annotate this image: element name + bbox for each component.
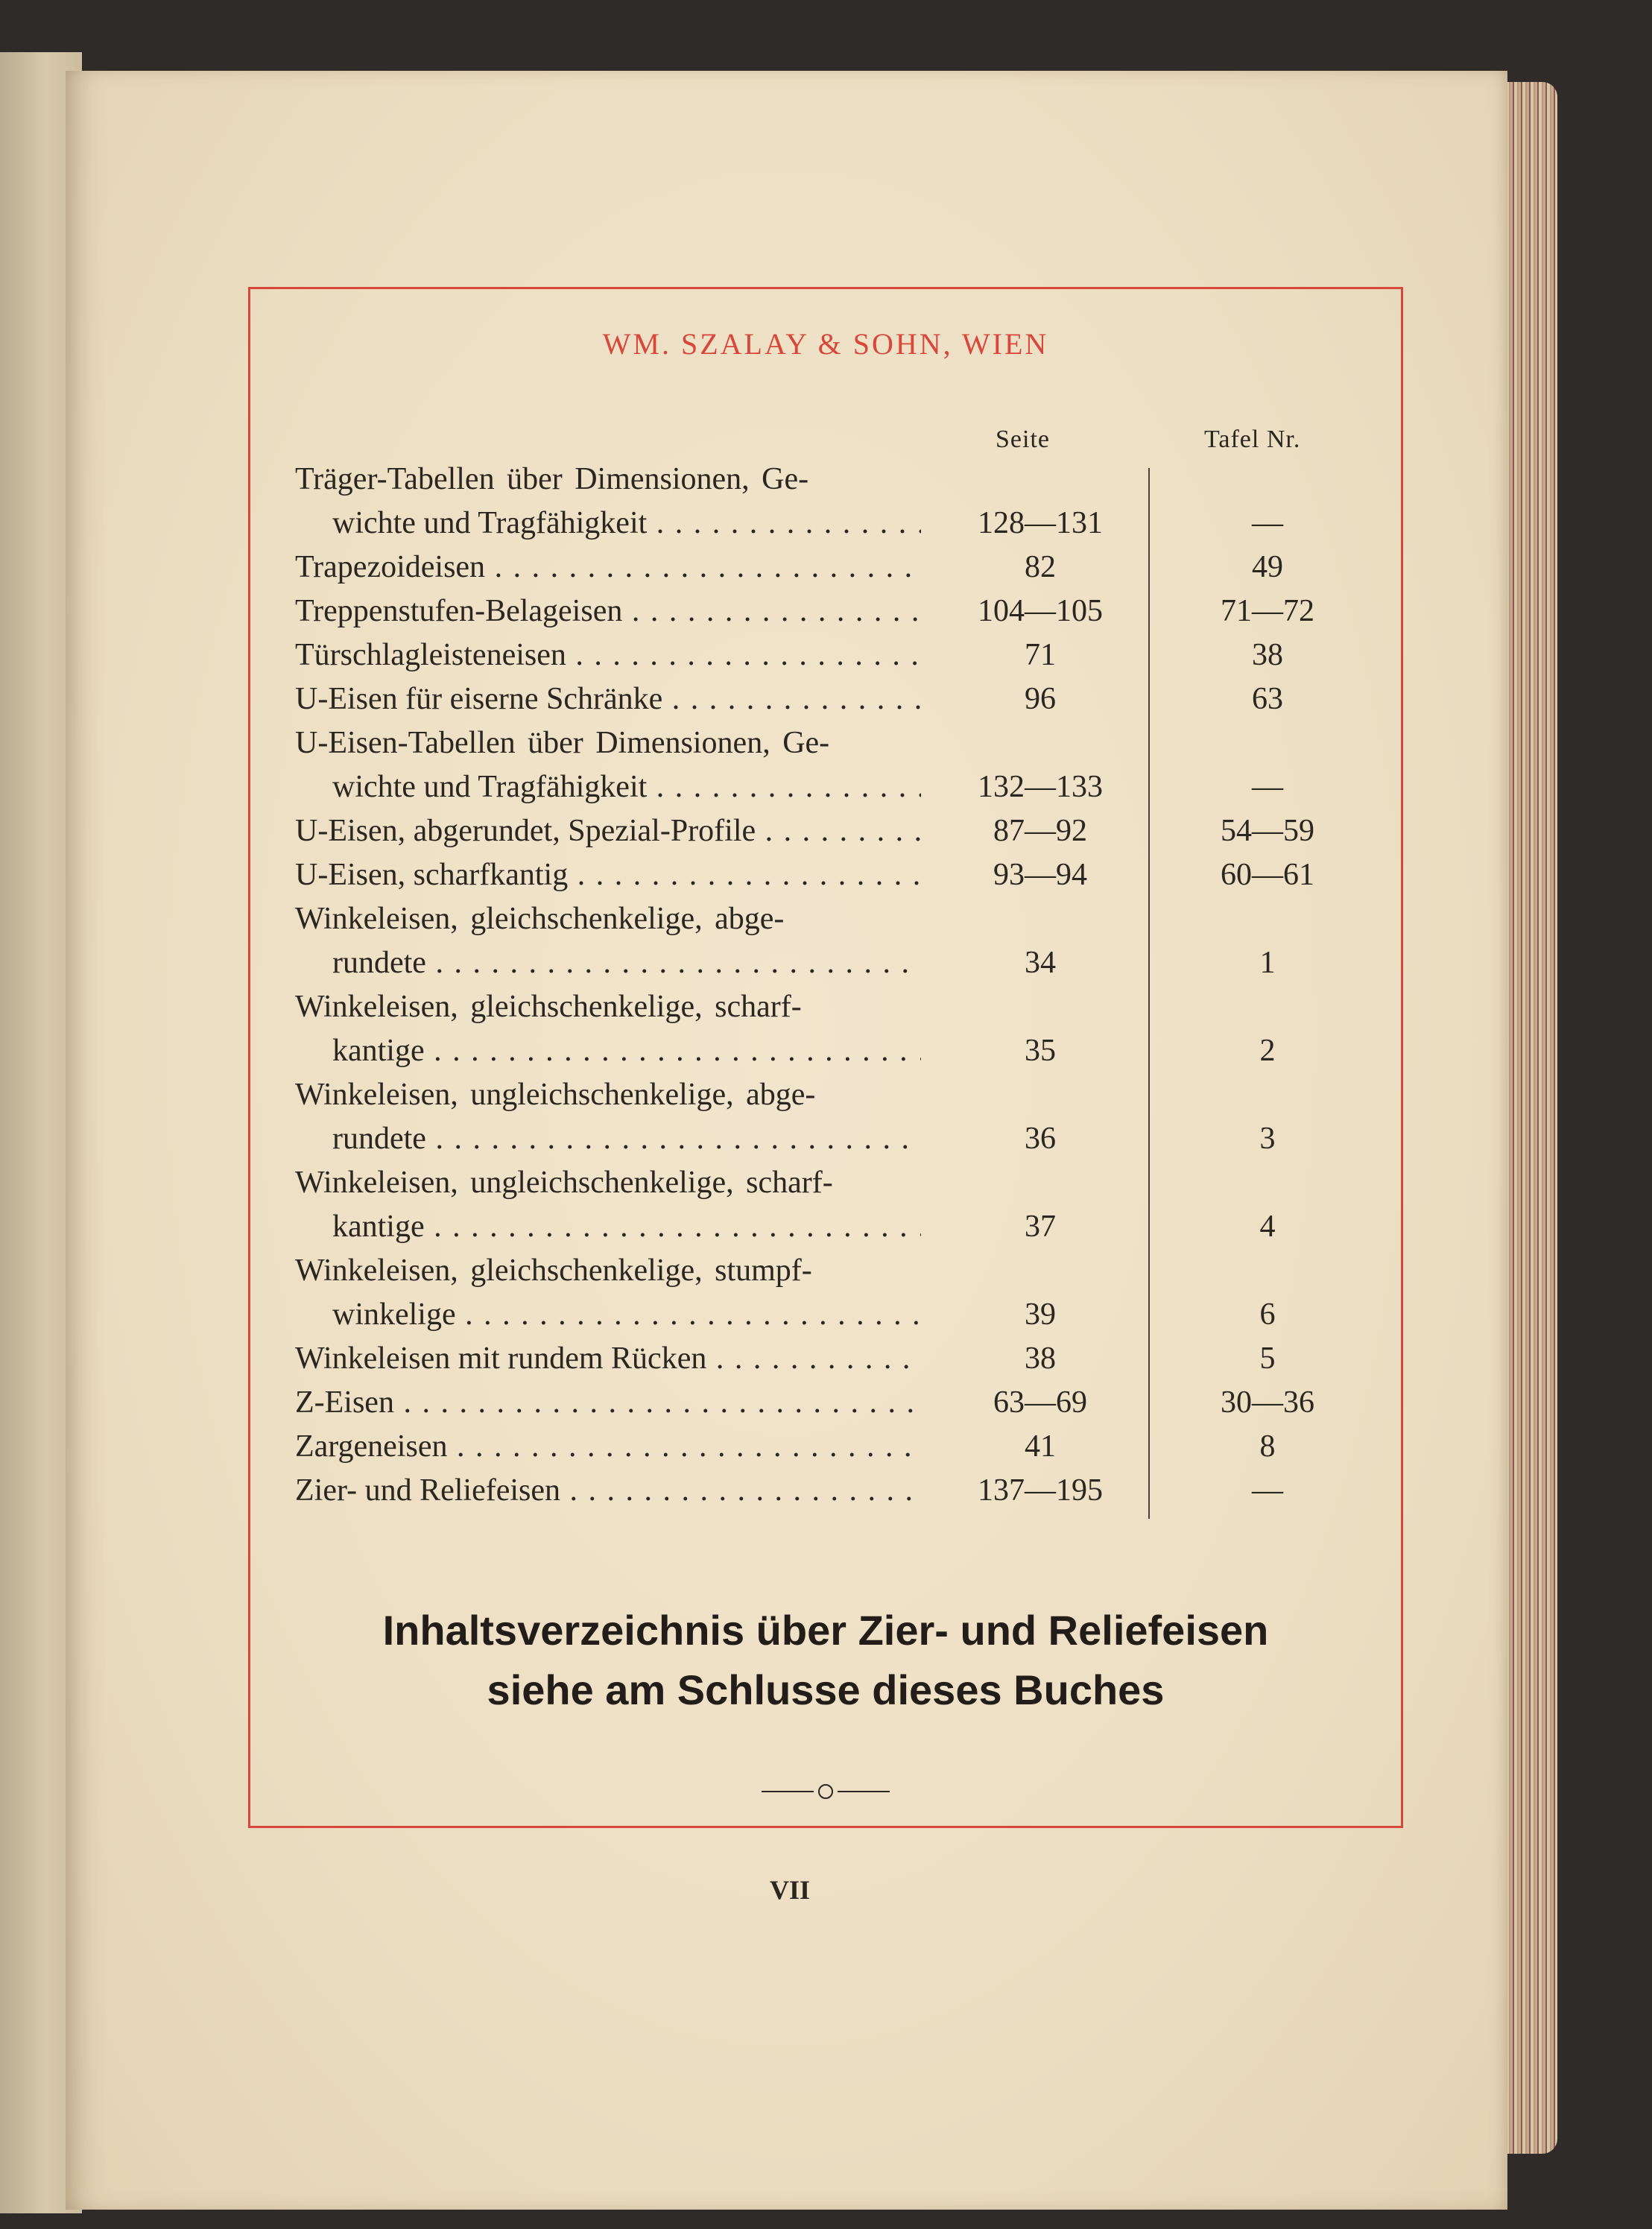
- entry-label: Winkeleisen, gleichschenkelige, stumpf-: [295, 1253, 812, 1288]
- entry-tafel: 5: [1259, 1341, 1276, 1376]
- entry-tafel: 49: [1252, 550, 1283, 584]
- ornament-circle-icon: [818, 1784, 833, 1799]
- table-row: [295, 897, 1398, 941]
- table-row: [295, 502, 1398, 546]
- table-row: [295, 809, 1398, 853]
- table-row: [295, 1029, 1398, 1073]
- entry-tafel: —: [1252, 506, 1283, 540]
- entry-seite: 137—195: [978, 1473, 1103, 1508]
- table-row: [295, 677, 1398, 721]
- table-row: [295, 941, 1398, 985]
- entry-label: Winkeleisen mit rundem Rücken . . .: [295, 1337, 921, 1381]
- entry-label: U-Eisen, abgerundet, Spezial-Profile . . .: [295, 809, 921, 853]
- entry-tafel: 54—59: [1221, 814, 1314, 848]
- entry-tafel: 71—72: [1221, 594, 1314, 628]
- table-row: [295, 1337, 1398, 1381]
- entry-seite: 128—131: [978, 506, 1103, 540]
- red-border-frame: [248, 287, 1403, 1828]
- table-row: [295, 1161, 1398, 1205]
- entry-seite: 96: [1025, 682, 1056, 716]
- notice-line-2: siehe am Schlusse dieses Buches: [487, 1666, 1165, 1713]
- entry-label: Z-Eisen . . .: [295, 1381, 921, 1425]
- entry-label: rundete . . .: [332, 941, 921, 985]
- entry-label: Treppenstufen-Belageisen . . .: [295, 589, 921, 633]
- entry-label: kantige . . .: [332, 1029, 921, 1073]
- entry-label: U-Eisen, scharfkantig . . .: [295, 853, 921, 897]
- entry-seite: 87—92: [993, 814, 1087, 848]
- entry-seite: 132—133: [978, 770, 1103, 804]
- entry-seite: 38: [1025, 1341, 1056, 1376]
- entry-tafel: 1: [1259, 946, 1276, 980]
- entry-tafel: 38: [1252, 638, 1283, 672]
- entry-tafel: 6: [1259, 1297, 1276, 1332]
- entry-tafel: 63: [1252, 682, 1283, 716]
- entry-label: wichte und Tragfähigkeit . . .: [332, 765, 921, 809]
- entry-seite: 104—105: [978, 594, 1103, 628]
- table-row: [295, 1117, 1398, 1161]
- ornament-divider: [250, 1776, 1401, 1804]
- entry-label: U-Eisen für eiserne Schränke . . .: [295, 677, 921, 721]
- entry-seite: 82: [1025, 550, 1056, 584]
- table-row: [295, 589, 1398, 633]
- entry-seite: 35: [1025, 1034, 1056, 1068]
- table-row: [295, 1073, 1398, 1117]
- entry-seite: 34: [1025, 946, 1056, 980]
- table-row: [295, 546, 1398, 589]
- entry-label: winkelige . . .: [332, 1293, 921, 1337]
- page-number: VII: [770, 1875, 811, 1905]
- table-row: [295, 1205, 1398, 1249]
- entry-seite: 93—94: [993, 858, 1087, 892]
- ornament-line-left: [762, 1791, 814, 1792]
- entry-label: Winkeleisen, gleichschenkelige, scharf-: [295, 990, 802, 1024]
- table-row: [295, 1469, 1398, 1513]
- entry-label: Trapezoideisen . . .: [295, 546, 921, 589]
- table-row: [295, 1249, 1398, 1293]
- entry-tafel: 60—61: [1221, 858, 1314, 892]
- entry-tafel: 30—36: [1221, 1385, 1314, 1420]
- entry-label: U-Eisen-Tabellen über Dimensionen, Ge-: [295, 726, 830, 760]
- entry-label: kantige . . .: [332, 1205, 921, 1249]
- entry-seite: 71: [1025, 638, 1056, 672]
- entry-label: Träger-Tabellen über Dimensionen, Ge-: [295, 462, 809, 496]
- notice-block: [250, 1601, 1401, 1720]
- column-header-tafel: Tafel Nr.: [1204, 426, 1301, 453]
- entry-tafel: 8: [1259, 1429, 1276, 1464]
- entry-label: Winkeleisen, ungleichschenkelige, scharf-: [295, 1166, 833, 1200]
- entry-seite: 63—69: [993, 1385, 1087, 1420]
- index-table: [295, 458, 1398, 1513]
- notice-line-1: Inhaltsverzeichnis über Zier- und Reliefeisen: [382, 1607, 1269, 1654]
- entry-tafel: 4: [1259, 1210, 1276, 1244]
- column-header-seite: Seite: [996, 426, 1050, 453]
- entry-label: Winkeleisen, ungleichschenkelige, abge-: [295, 1078, 816, 1112]
- table-row: [295, 633, 1398, 677]
- table-row: [295, 853, 1398, 897]
- entry-label: Türschlagleisteneisen . . .: [295, 633, 921, 677]
- table-row: [295, 985, 1398, 1029]
- ornament-line-right: [838, 1791, 890, 1792]
- book-page: [66, 71, 1507, 2210]
- entry-label: Zier- und Reliefeisen . . .: [295, 1469, 921, 1513]
- entry-label: wichte und Tragfähigkeit . . .: [332, 502, 921, 546]
- entry-label: rundete . . .: [332, 1117, 921, 1161]
- entry-seite: 41: [1025, 1429, 1056, 1464]
- table-row: [295, 1293, 1398, 1337]
- entry-tafel: —: [1252, 1473, 1283, 1508]
- entry-tafel: 3: [1259, 1122, 1276, 1156]
- table-row: [295, 1425, 1398, 1469]
- entry-label: Winkeleisen, gleichschenkelige, abge-: [295, 902, 785, 936]
- entry-seite: 36: [1025, 1122, 1056, 1156]
- table-row: [295, 721, 1398, 765]
- table-row: [295, 765, 1398, 809]
- entry-tafel: 2: [1259, 1034, 1276, 1068]
- table-row: [295, 458, 1398, 502]
- publisher-header: WM. SZALAY & SOHN, WIEN: [602, 327, 1049, 361]
- entry-label: Zargeneisen . . .: [295, 1425, 921, 1469]
- entry-seite: 39: [1025, 1297, 1056, 1332]
- entry-seite: 37: [1025, 1210, 1056, 1244]
- entry-tafel: —: [1252, 770, 1283, 804]
- table-row: [295, 1381, 1398, 1425]
